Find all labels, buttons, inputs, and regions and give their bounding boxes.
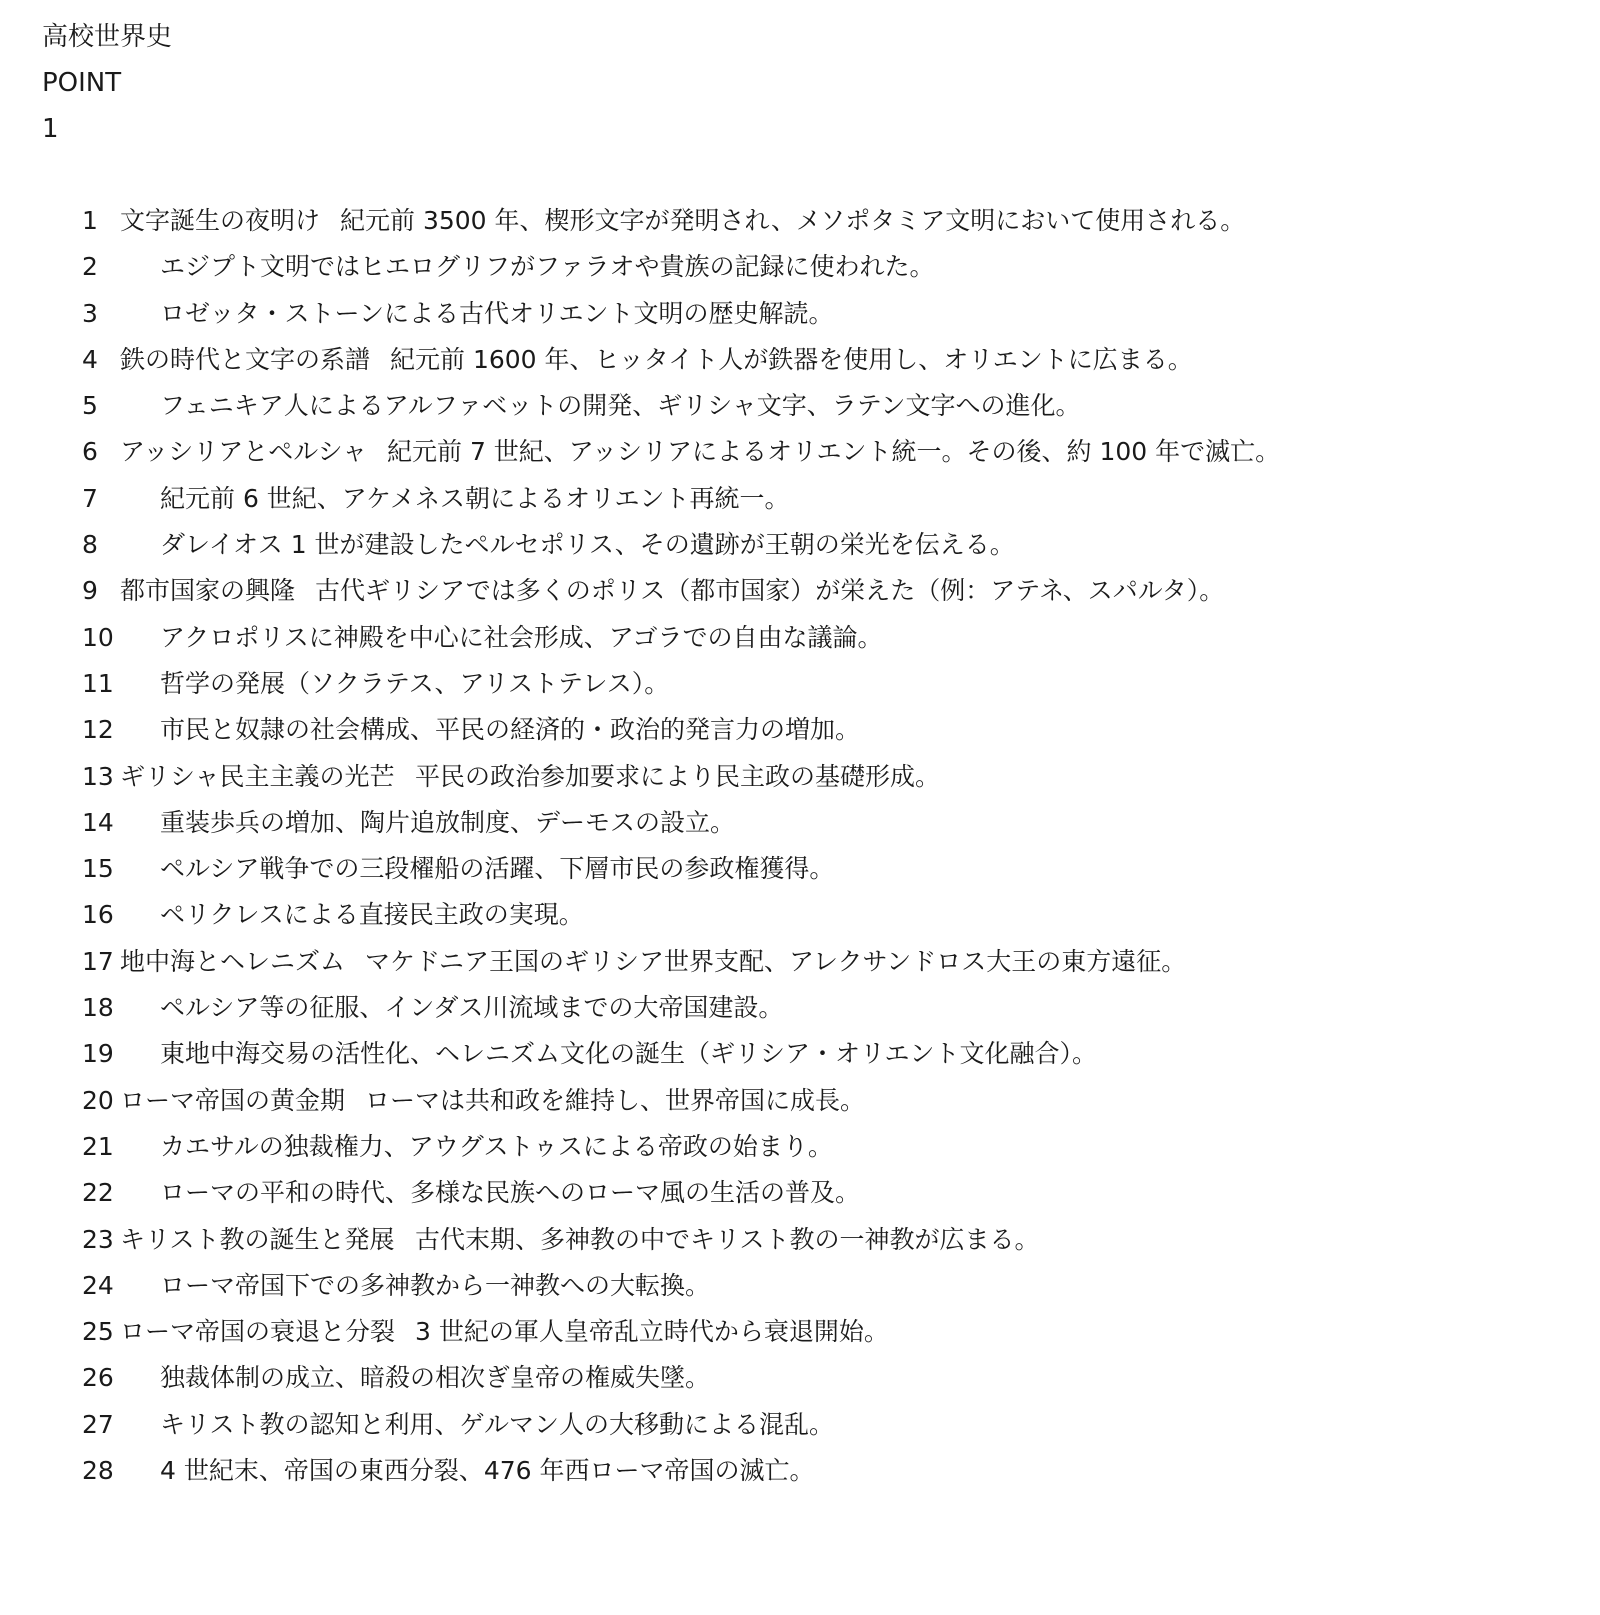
line-text: ローマは共和政を維持し、世界帝国に成長。 [365, 1085, 866, 1115]
line-text: 4 世紀末、帝国の東西分裂、476 年西ローマ帝国の滅亡。 [160, 1456, 815, 1486]
line-row [0, 1402, 1600, 1448]
numbered-line-list [0, 198, 1600, 1494]
line-heading: キリスト教の誕生と発展 [120, 1224, 395, 1254]
line-row [0, 985, 1600, 1031]
line-text: 哲学の発展（ソクラテス、アリストテレス）。 [160, 668, 670, 698]
line-number: 7 [82, 483, 98, 513]
line-row [0, 1217, 1600, 1263]
document-number: 1 [42, 114, 59, 144]
line-heading: ギリシャ民主主義の光芒 [120, 761, 395, 791]
line-row [0, 939, 1600, 985]
line-number: 16 [82, 900, 114, 930]
line-number: 2 [82, 252, 98, 282]
line-number: 12 [82, 715, 114, 745]
line-text: マケドニア王国のギリシア世界支配、アレクサンドロス大王の東方遠征。 [365, 946, 1187, 976]
line-text: 古代ギリシアでは多くのポリス（都市国家）が栄えた（例：アテネ、スパルタ）。 [315, 576, 1225, 606]
line-number: 21 [82, 1131, 114, 1161]
line-text: ダレイオス 1 世が建設したペルセポリス、その遺跡が王朝の栄光を伝える。 [160, 530, 1015, 560]
line-text: 重装歩兵の増加、陶片追放制度、デーモスの設立。 [160, 807, 736, 837]
line-text: 紀元前 6 世紀、アケメネス朝によるオリエント再統一。 [160, 483, 790, 513]
line-heading: 鉄の時代と文字の系譜 [120, 344, 371, 374]
line-text: 独裁体制の成立、暗殺の相次ぎ皇帝の権威失墜。 [160, 1363, 711, 1393]
line-number: 11 [82, 668, 114, 698]
line-text: 古代末期、多神教の中でキリスト教の一神教が広まる。 [415, 1224, 1040, 1254]
line-text: 東地中海交易の活性化、ヘレニズム文化の誕生（ギリシア・オリエント文化融合）。 [160, 1039, 1098, 1069]
line-text: 平民の政治参加要求により民主政の基礎形成。 [415, 761, 941, 791]
line-heading: 都市国家の興隆 [120, 576, 296, 606]
line-row [0, 615, 1600, 661]
line-number: 20 [82, 1085, 114, 1115]
line-number: 8 [82, 530, 98, 560]
line-row [0, 1170, 1600, 1216]
line-row [0, 337, 1600, 383]
line-row [0, 1263, 1600, 1309]
line-number: 27 [82, 1409, 114, 1439]
line-row [0, 1031, 1600, 1077]
line-number: 1 [82, 206, 98, 235]
line-row [0, 429, 1600, 475]
line-heading: ローマ帝国の衰退と分裂 [120, 1317, 396, 1347]
line-text: ローマ帝国下での多神教から一神教への大転換。 [160, 1270, 711, 1300]
line-row [0, 198, 1600, 244]
line-row [0, 1124, 1600, 1170]
line-row [0, 1355, 1600, 1401]
line-row [0, 846, 1600, 892]
line-number: 23 [82, 1224, 114, 1254]
line-number: 28 [82, 1456, 114, 1486]
document-subtitle: POINT [42, 68, 122, 98]
line-heading: ローマ帝国の黄金期 [120, 1085, 346, 1115]
line-number: 13 [82, 761, 114, 791]
line-row [0, 754, 1600, 800]
line-text: キリスト教の認知と利用、ゲルマン人の大移動による混乱。 [160, 1409, 835, 1439]
line-row [0, 1078, 1600, 1124]
line-number: 14 [82, 807, 114, 837]
line-row [0, 800, 1600, 846]
line-number: 10 [82, 622, 114, 652]
line-text: ロゼッタ・ストーンによる古代オリエント文明の歴史解読。 [160, 298, 834, 328]
line-number: 5 [82, 391, 98, 421]
document-title: 高校世界史 [42, 22, 173, 52]
line-row [0, 244, 1600, 290]
line-text: 市民と奴隷の社会構成、平民の経済的・政治的発言力の増加。 [160, 715, 861, 745]
line-text: アクロポリスに神殿を中心に社会形成、アゴラでの自由な議論。 [160, 622, 883, 652]
line-row [0, 1448, 1600, 1494]
line-number: 6 [82, 437, 98, 467]
line-text: 紀元前 1600 年、ヒッタイト人が鉄器を使用し、オリエントに広まる。 [390, 344, 1193, 374]
line-text: ローマの平和の時代、多様な民族へのローマ風の生活の普及。 [160, 1178, 861, 1208]
line-number: 18 [82, 993, 114, 1023]
line-row [0, 291, 1600, 337]
line-text: 紀元前 7 世紀、アッシリアによるオリエント統一。その後、約 100 年で滅亡。 [387, 437, 1281, 467]
line-number: 3 [82, 298, 98, 328]
line-number: 17 [82, 946, 114, 976]
line-number: 19 [82, 1039, 114, 1069]
line-number: 9 [82, 576, 98, 606]
line-row [0, 522, 1600, 568]
line-row [0, 383, 1600, 429]
line-row [0, 476, 1600, 522]
line-heading: 地中海とヘレニズム [120, 946, 346, 976]
line-row [0, 568, 1600, 614]
line-row [0, 661, 1600, 707]
line-text: ペルシア戦争での三段櫂船の活躍、下層市民の参政権獲得。 [160, 854, 835, 884]
line-text: カエサルの独裁権力、アウグストゥスによる帝政の始まり。 [160, 1131, 833, 1161]
line-row [0, 892, 1600, 938]
line-number: 22 [82, 1178, 114, 1208]
line-number: 24 [82, 1270, 114, 1300]
line-number: 26 [82, 1363, 114, 1393]
line-text: 紀元前 3500 年、楔形文字が発明され、メソポタミア文明において使用される。 [340, 206, 1246, 235]
line-text: 3 世紀の軍人皇帝乱立時代から衰退開始。 [415, 1317, 889, 1347]
line-number: 4 [82, 344, 98, 374]
line-heading: 文字誕生の夜明け [120, 206, 321, 235]
line-heading: アッシリアとペルシャ [120, 437, 368, 467]
line-row [0, 1309, 1600, 1355]
line-text: エジプト文明ではヒエログリフがファラオや貴族の記録に使われた。 [160, 252, 935, 282]
line-number: 15 [82, 854, 114, 884]
line-text: ペリクレスによる直接民主政の実現。 [160, 900, 584, 930]
line-text: ペルシア等の征服、インダス川流域までの大帝国建設。 [160, 993, 784, 1023]
line-number: 25 [82, 1317, 114, 1347]
line-text: フェニキア人によるアルファベットの開発、ギリシャ文字、ラテン文字への進化。 [160, 391, 1081, 421]
document-header [42, 14, 172, 152]
line-row [0, 707, 1600, 753]
